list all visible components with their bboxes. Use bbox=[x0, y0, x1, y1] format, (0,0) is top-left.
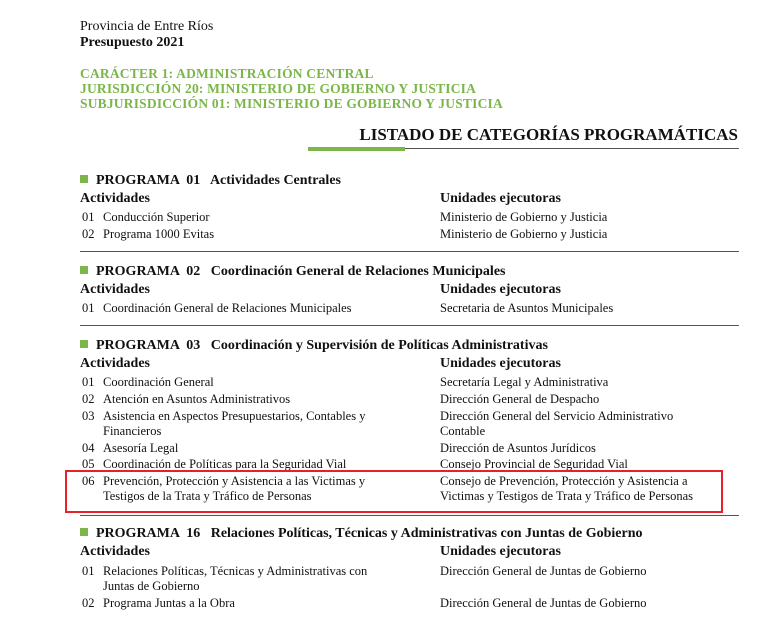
activity-name-cont: Juntas de Gobierno bbox=[103, 579, 200, 593]
table-row bbox=[0, 408, 759, 440]
program-16-label: PROGRAMA 16 Relaciones Políticas, Técnicas y Administrativas con Juntas de Gobierno bbox=[96, 526, 643, 541]
unit-name: Dirección de Asuntos Jurídicos bbox=[440, 441, 596, 455]
row-number: 05 bbox=[82, 457, 95, 471]
activity-name: Programa Juntas a la Obra bbox=[103, 596, 235, 610]
activity-name: Prevención, Protección y Asistencia a las Victimas y bbox=[103, 474, 366, 488]
activities-header: Actividades bbox=[80, 282, 150, 297]
activity-name: Atención en Asuntos Administrativos bbox=[103, 392, 291, 406]
row-number: 01 bbox=[82, 564, 95, 578]
unit-name: Dirección General de Juntas de Gobierno bbox=[440, 596, 647, 610]
unit-name: Secretaría Legal y Administrativa bbox=[440, 375, 609, 389]
subjurisdiccion-line: SUBJURISDICCIÓN 01: MINISTERIO DE GOBIERNO Y JUSTICIA bbox=[80, 96, 503, 111]
units-header: Unidades ejecutoras bbox=[440, 356, 561, 371]
unit-name: Dirección General de Despacho bbox=[440, 392, 600, 406]
square-bullet-icon bbox=[80, 266, 88, 274]
unit-name: Dirección General del Servicio Administrativo bbox=[440, 409, 674, 423]
row-number: 02 bbox=[82, 392, 95, 406]
unit-name: Consejo de Prevención, Protección y Asistencia a bbox=[440, 474, 688, 488]
activity-name: Asistencia en Aspectos Presupuestarios, Contables y bbox=[103, 409, 366, 423]
activity-name-cont: Financieros bbox=[103, 424, 162, 438]
row-number: 04 bbox=[82, 441, 95, 455]
program-03-label: PROGRAMA 03 Coordinación y Supervisión de Políticas Administrativas bbox=[96, 338, 548, 353]
unit-name: Dirección General de Juntas de Gobierno bbox=[440, 564, 647, 578]
program-16-heading bbox=[80, 526, 643, 542]
highlight-box bbox=[65, 470, 723, 513]
program-02-heading bbox=[80, 264, 505, 280]
title-accent-bar bbox=[308, 147, 405, 151]
row-number: 03 bbox=[82, 409, 95, 423]
units-header: Unidades ejecutoras bbox=[440, 282, 561, 297]
program-01-heading bbox=[80, 173, 341, 189]
square-bullet-icon bbox=[80, 528, 88, 536]
activity-name: Relaciones Políticas, Técnicas y Administrativas con bbox=[103, 564, 368, 578]
square-bullet-icon bbox=[80, 175, 88, 183]
row-number: 01 bbox=[82, 210, 95, 224]
caracter-line: CARÁCTER 1: ADMINISTRACIÓN CENTRAL bbox=[80, 66, 374, 81]
square-bullet-icon bbox=[80, 340, 88, 348]
activity-name: Asesoría Legal bbox=[103, 441, 179, 455]
table-row bbox=[0, 563, 759, 595]
activity-name: Conducción Superior bbox=[103, 210, 210, 224]
activity-name: Coordinación General bbox=[103, 375, 214, 389]
activity-name: Programa 1000 Evitas bbox=[103, 227, 215, 241]
section-divider bbox=[80, 325, 739, 326]
page-title: LISTADO DE CATEGORÍAS PROGRAMÁTICAS bbox=[359, 125, 738, 144]
unit-name-cont: Contable bbox=[440, 424, 486, 438]
program-01-label: PROGRAMA 01 Actividades Centrales bbox=[96, 173, 341, 188]
province-name: Provincia de Entre Ríos bbox=[80, 19, 214, 34]
activities-header: Actividades bbox=[80, 356, 150, 371]
activity-name-cont: Testigos de la Trata y Tráfico de Personas bbox=[103, 489, 312, 503]
row-number: 02 bbox=[82, 596, 95, 610]
section-divider bbox=[80, 251, 739, 252]
title-rule bbox=[405, 148, 739, 149]
unit-name: Ministerio de Gobierno y Justicia bbox=[440, 210, 608, 224]
unit-name-cont: Victimas y Testigos de Trata y Tráfico de Personas bbox=[440, 489, 693, 503]
row-number: 06 bbox=[82, 474, 95, 488]
units-header: Unidades ejecutoras bbox=[440, 191, 561, 206]
section-divider bbox=[80, 515, 739, 516]
activity-name: Coordinación de Políticas para la Seguridad Vial bbox=[103, 457, 347, 471]
row-number: 01 bbox=[82, 375, 95, 389]
units-header: Unidades ejecutoras bbox=[440, 544, 561, 559]
unit-name: Secretaria de Asuntos Municipales bbox=[440, 301, 614, 315]
activity-name: Coordinación General de Relaciones Municipales bbox=[103, 301, 352, 315]
row-number: 01 bbox=[82, 301, 95, 315]
program-03-heading bbox=[80, 338, 548, 354]
activities-header: Actividades bbox=[80, 191, 150, 206]
budget-year: Presupuesto 2021 bbox=[80, 35, 185, 50]
program-02-label: PROGRAMA 02 Coordinación General de Relaciones Municipales bbox=[96, 264, 506, 279]
activities-header: Actividades bbox=[80, 544, 150, 559]
unit-name: Consejo Provincial de Seguridad Vial bbox=[440, 457, 628, 471]
unit-name: Ministerio de Gobierno y Justicia bbox=[440, 227, 608, 241]
row-number: 02 bbox=[82, 227, 95, 241]
jurisdiccion-line: JURISDICCIÓN 20: MINISTERIO DE GOBIERNO Y JUSTICIA bbox=[80, 81, 477, 96]
